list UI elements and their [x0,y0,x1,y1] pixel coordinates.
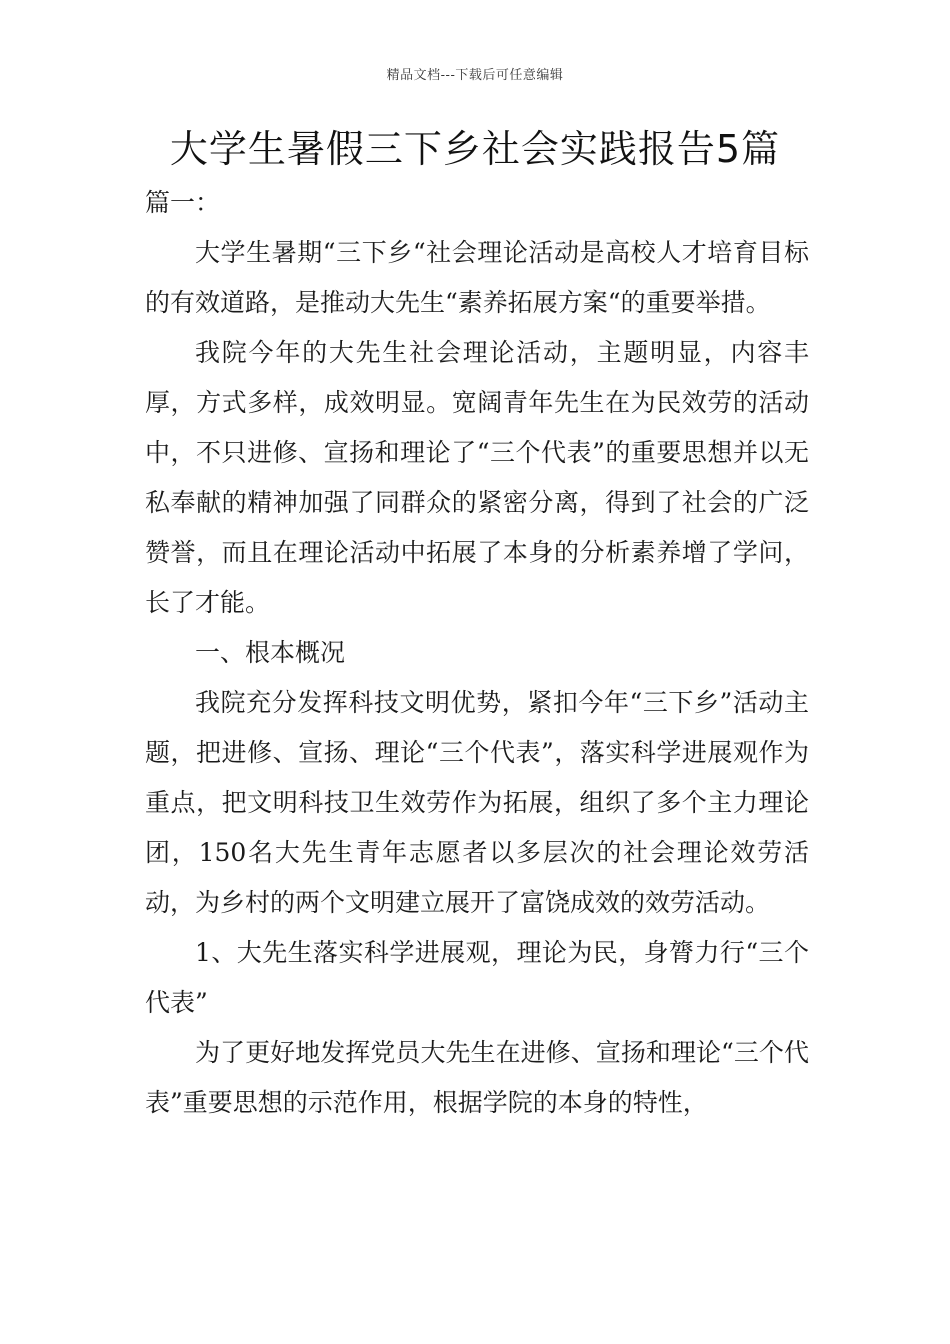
subheading-1: 1、大先生落实科学进展观，理论为民，身膂力行“三个代表” [145,938,809,1017]
document-body [145,178,809,1128]
paragraph-basic-situation: 我院充分发挥科技文明优势，紧扣今年“三下乡”活动主题，把进修、宣扬、理论“三个代表”，落实科学进展观作为重点，把文明科技卫生效劳作为拓展，组织了多个主力理论团，150名大先生青年志愿者以多层次的社会理论效劳活动，为乡村的两个文明建立展开了富饶成效的效劳活动。 [145,688,809,917]
section-heading-basic-situation: 一、根本概况 [195,638,346,667]
header-note: 精品文档---下载后可任意编辑 [386,68,564,83]
paragraph-subheading-1: 为了更好地发挥党员大先生在进修、宣扬和理论“三个代表”重要思想的示范作用，根据学院的本身的特性， [145,1038,809,1117]
section-label: 篇一： [145,188,221,217]
paragraph-intro: 大学生暑期“三下乡“社会理论活动是高校人才培育目标的有效道路，是推动大先生“素养拓展方案“的重要举措。 [145,238,809,317]
paragraph-overview: 我院今年的大先生社会理论活动，主题明显，内容丰厚，方式多样，成效明显。宽阔青年先生在为民效劳的活动中，不只进修、宣扬和理论了“三个代表”的重要思想并以无私奉献的精神加强了同群众的紧密分离，得到了社会的广泛赞誉，而且在理论活动中拓展了本身的分析素养增了学问，长了才能。 [145,338,809,617]
document-title: 大学生暑假三下乡社会实践报告5篇 [169,127,781,171]
